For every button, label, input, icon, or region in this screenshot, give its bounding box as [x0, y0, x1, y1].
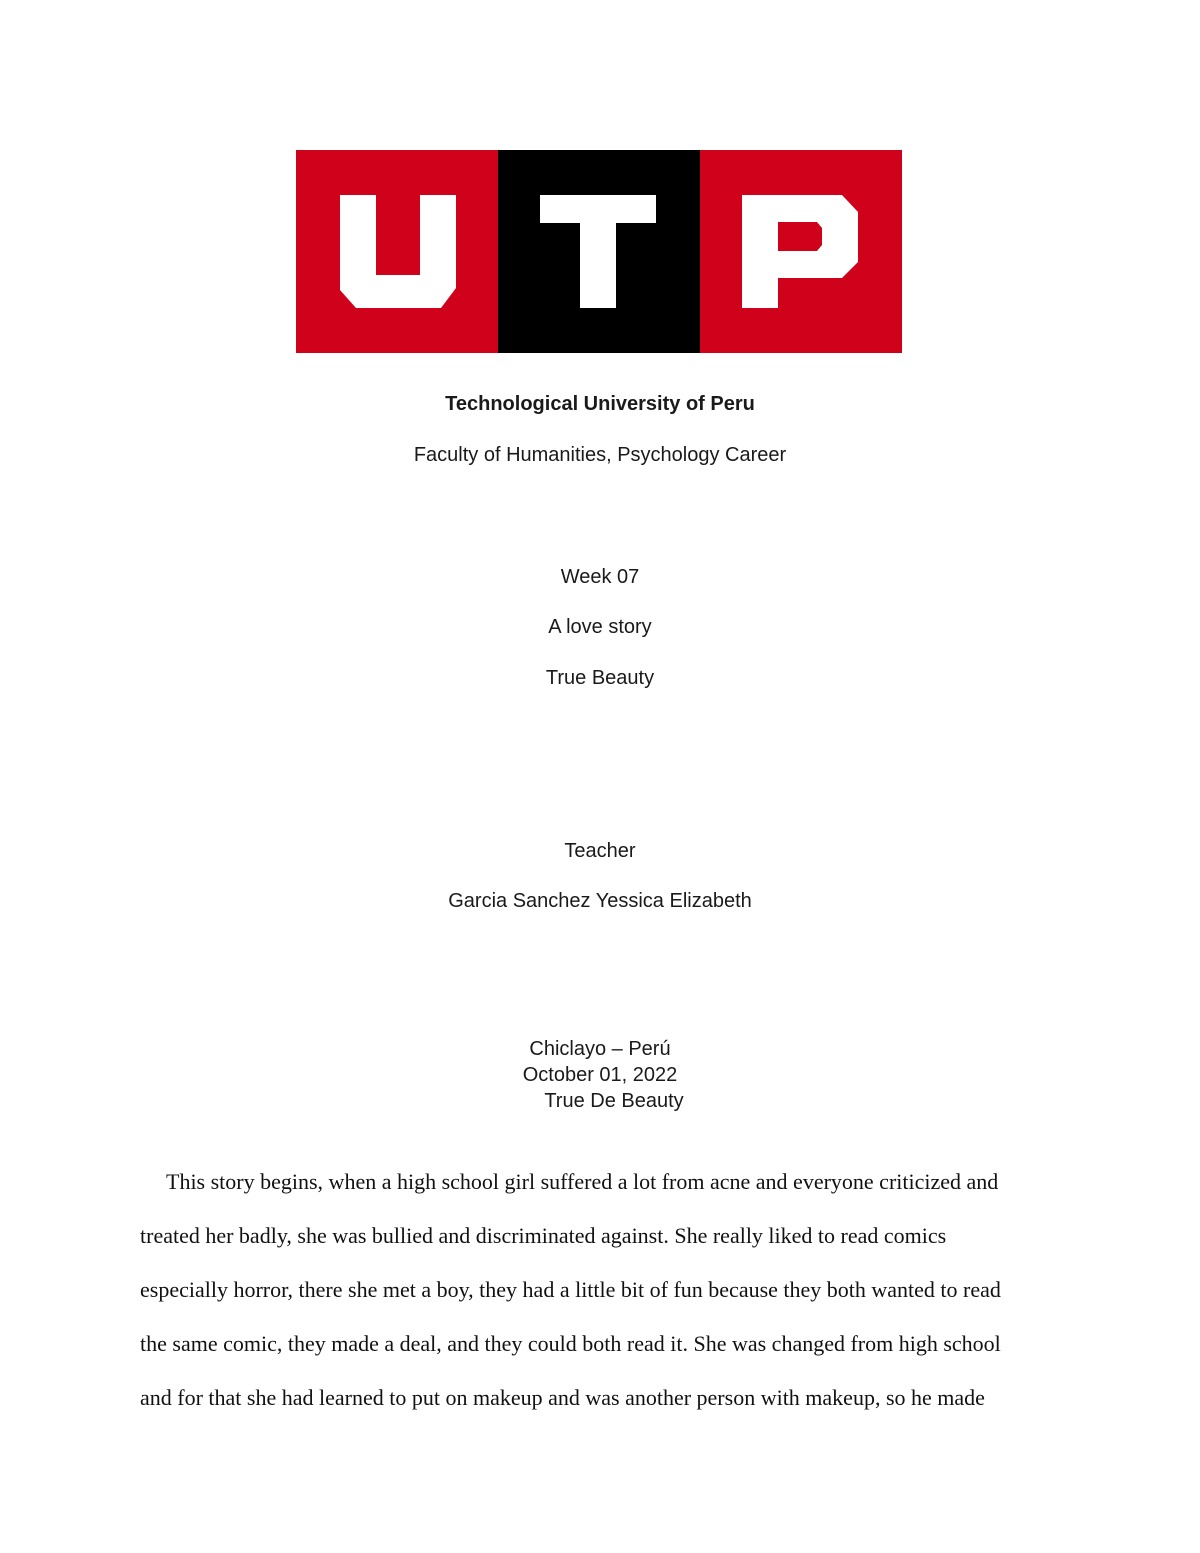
- logo-red-block-left: [296, 150, 498, 353]
- body-line: especially horror, there she met a boy, they had a little bit of fun because they both wanted to read: [140, 1277, 1001, 1302]
- body-line: This story begins, when a high school girl suffered a lot from acne and everyone criticized and: [166, 1169, 999, 1194]
- body-line: and for that she had learned to put on makeup and was another person with makeup, so he made: [140, 1385, 985, 1410]
- utp-logo-graphic: [296, 150, 902, 353]
- location: Chiclayo – Perú: [529, 1038, 671, 1060]
- date: October 01, 2022: [522, 1064, 678, 1086]
- teacher-label: Teacher: [564, 840, 636, 862]
- university-name: Technological University of Peru: [445, 393, 755, 415]
- body-line: treated her badly, she was bullied and discriminated against. She really liked to read comics: [140, 1223, 947, 1248]
- utp-logo: [296, 150, 902, 353]
- story-title: True Beauty: [545, 667, 655, 689]
- assignment-title: A love story: [548, 616, 652, 638]
- essay-body: [140, 1155, 1070, 1425]
- essay-heading: True De Beauty: [544, 1090, 684, 1112]
- body-line: the same comic, they made a deal, and they could both read it. She was changed from high school: [140, 1331, 1001, 1356]
- teacher-name: Garcia Sanchez Yessica Elizabeth: [448, 890, 752, 912]
- faculty-name: Faculty of Humanities, Psychology Career: [413, 444, 787, 466]
- week-label: Week 07: [560, 566, 640, 588]
